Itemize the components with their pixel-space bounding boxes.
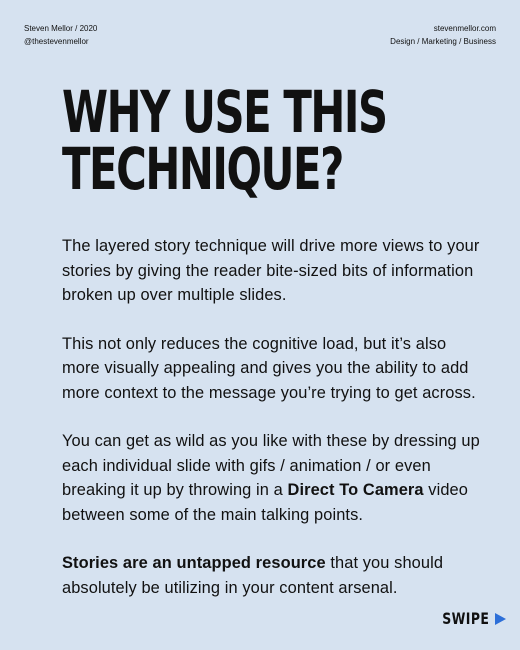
paragraph-3-emphasis: Direct To Camera — [287, 481, 424, 499]
paragraph-4-emphasis: Stories are an untapped resource — [62, 554, 326, 572]
topics-line: Design / Marketing / Business — [390, 37, 496, 46]
header-author-block — [24, 22, 97, 48]
paragraph-1: The layered story technique will drive more views to your stories by giving the reader bite-sized bits of information broken up over multiple slides. — [62, 237, 480, 304]
title-line-2: TECHNIQUE? — [62, 135, 343, 203]
paragraph-2: This not only reduces the cognitive load, but it’s also more visually appealing and gives you the ability to add more context to the message you’re trying to get across. — [62, 334, 476, 402]
title-line-1: WHY USE THIS — [62, 78, 387, 146]
paragraph-3-end: video between some of the main talking points. — [62, 481, 468, 524]
paragraph-3 — [62, 429, 482, 527]
website-url: stevenmellor.com — [433, 24, 496, 33]
play-arrow-icon — [495, 613, 506, 625]
paragraph-4-end: that you should absolutely be utilizing in your content arsenal. — [62, 554, 444, 597]
swipe-prompt[interactable] — [429, 609, 506, 628]
paragraph-3-start: You can get as wild as you like with these by dressing up each individual slide with gifs / animation / or even breaking it up by throwing in a — [62, 432, 480, 499]
body-text — [62, 234, 482, 624]
author-line: Steven Mellor / 2020 — [24, 24, 98, 33]
header-site-block — [390, 22, 496, 48]
swipe-label: SWIPE — [441, 609, 489, 628]
paragraph-4 — [62, 551, 482, 600]
social-handle: @thestevenmellor — [24, 37, 89, 46]
page-title — [62, 78, 387, 203]
